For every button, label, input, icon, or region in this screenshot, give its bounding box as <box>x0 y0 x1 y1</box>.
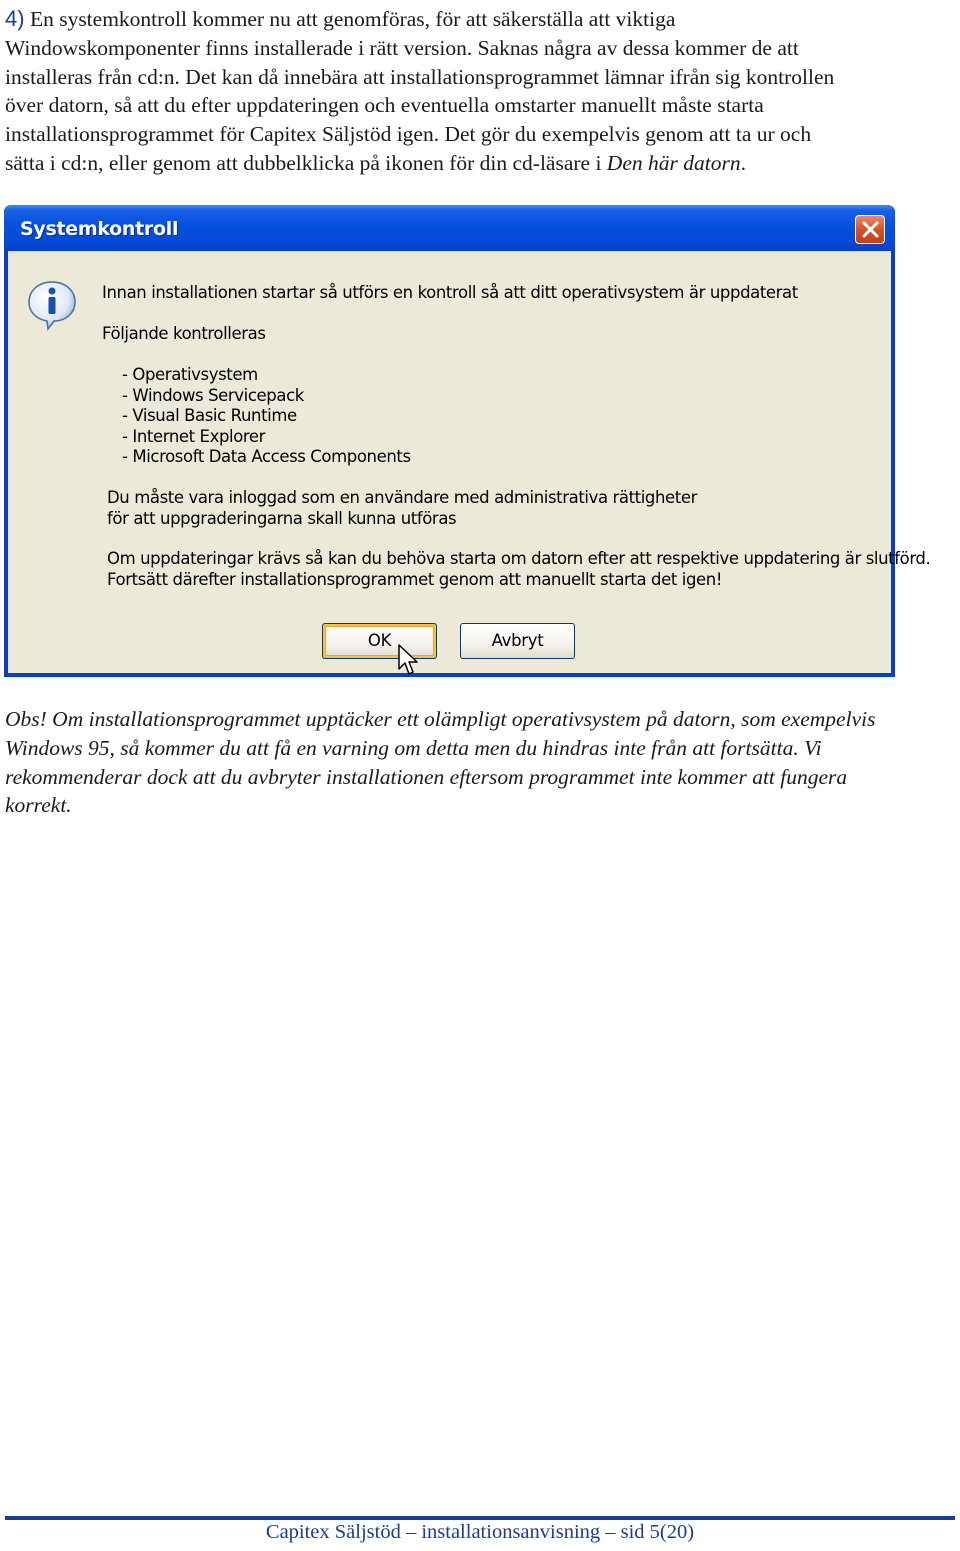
footer-divider <box>5 1516 955 1520</box>
intro-line-6: sätta i cd:n, eller genom att dubbelklicka på ikonen för din cd-läsare i Den här datorn. <box>5 150 746 175</box>
intro-line-1: 4) En systemkontroll kommer nu att genomföras, för att säkerställa att viktiga <box>5 6 676 31</box>
check-item: - Operativsystem <box>122 365 258 384</box>
note-line-2: Windows 95, så kommer du att få en varning om detta men du hindras inte från att fortsätta. Vi <box>5 735 822 760</box>
close-icon <box>861 220 880 239</box>
restart-notice-line-1: Om uppdateringar krävs så kan du behöva starta om datorn efter att respektive uppdatering är slutförd. <box>107 549 931 568</box>
intro-line-5: installationsprogrammet för Capitex Säljstöd igen. Det gör du exempelvis genom att ta ur och <box>5 122 812 147</box>
dialog-intro-text: Innan installationen startar så utförs en kontroll så att ditt operativsystem är uppdaterat <box>102 283 798 302</box>
close-button[interactable] <box>855 215 885 244</box>
step-number: 4) <box>5 6 25 31</box>
note-line-3: rekommenderar dock att du avbryter installationen eftersom programmet inte kommer att fungera <box>5 764 848 789</box>
dialog-titlebar[interactable] <box>4 205 895 251</box>
admin-notice-line-2: för att uppgraderingarna skall kunna utföras <box>107 509 457 528</box>
checks-heading: Följande kontrolleras <box>102 324 266 343</box>
mouse-pointer-icon <box>398 644 420 678</box>
note-paragraph <box>5 705 955 820</box>
intro-line-4: över datorn, så att du efter uppdateringen och eventuella omstarter manuellt måste starta <box>5 93 764 118</box>
dialog-body <box>8 251 931 673</box>
info-icon <box>26 279 78 331</box>
dialog-title: Systemkontroll <box>20 218 179 240</box>
check-item: - Internet Explorer <box>122 427 266 446</box>
check-item: - Visual Basic Runtime <box>122 406 297 425</box>
cancel-button[interactable]: Avbryt <box>460 623 575 659</box>
note-line-4: korrekt. <box>5 793 72 818</box>
page-footer: Capitex Säljstöd – installationsanvisning – sid 5(20) <box>265 1521 695 1543</box>
intro-line-2: Windowskomponenter finns installerade i rätt version. Saknas några av dessa kommer de att <box>5 35 799 60</box>
check-item: - Microsoft Data Access Components <box>122 447 411 466</box>
intro-paragraph <box>5 5 955 178</box>
admin-notice-line-1: Du måste vara inloggad som en användare med administrativa rättigheter <box>107 488 698 507</box>
ok-button[interactable]: OK <box>322 623 437 659</box>
note-line-1: Obs! Om installationsprogrammet upptäcker ett olämpligt operativsystem på datorn, som exempelvis <box>5 707 876 731</box>
system-check-dialog <box>4 205 931 677</box>
restart-notice-line-2: Fortsätt därefter installationsprogrammet genom att manuellt starta det igen! <box>107 570 723 589</box>
intro-line-3: installeras från cd:n. Det kan då innebära att installationsprogrammet lämnar ifrån sig kontrollen <box>5 64 835 89</box>
check-item: - Windows Servicepack <box>122 386 304 405</box>
this-computer-link-text: Den här datorn <box>606 150 741 175</box>
